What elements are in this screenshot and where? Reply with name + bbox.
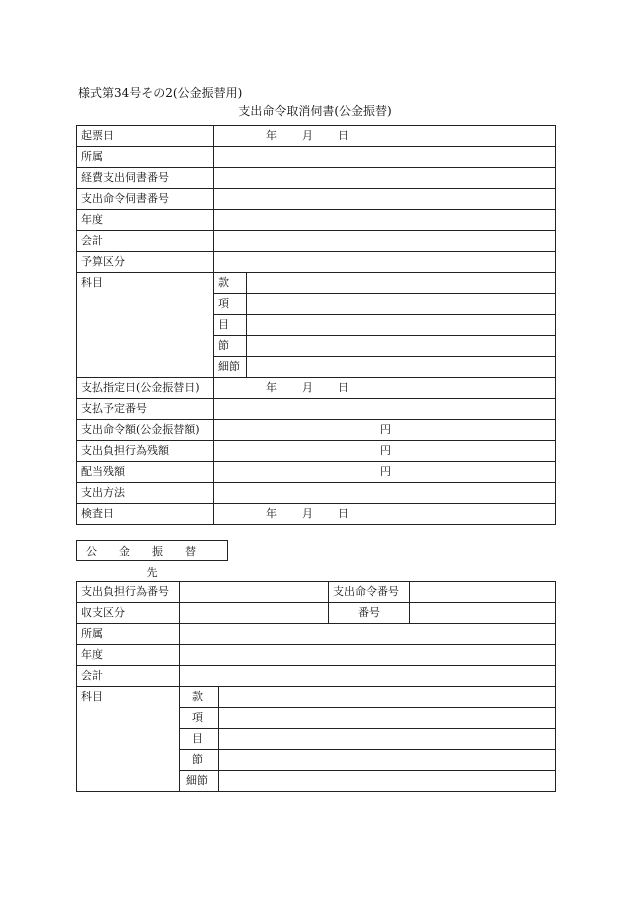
label-kensa: 検査日	[77, 504, 214, 525]
saisetsu-field[interactable]	[247, 357, 556, 378]
table-row	[77, 378, 556, 399]
year-unit: 年	[266, 129, 277, 142]
year-unit: 年	[266, 381, 277, 394]
label-keihi-no: 経費支出伺書番号	[77, 168, 214, 189]
table-row	[77, 231, 556, 252]
table-row	[77, 483, 556, 504]
kan-field[interactable]	[247, 273, 556, 294]
hoho-field[interactable]	[214, 483, 556, 504]
day-unit: 日	[338, 507, 349, 520]
label-kan: 款	[214, 273, 247, 294]
table-row	[77, 147, 556, 168]
cancellation-table	[76, 125, 556, 525]
shushi-field[interactable]	[180, 603, 329, 624]
label-meirei-no: 支出命令伺書番号	[77, 189, 214, 210]
label-kamoku: 科目	[77, 273, 214, 378]
table-row	[77, 666, 556, 687]
label-hoho: 支出方法	[77, 483, 214, 504]
yosan-field[interactable]	[214, 252, 556, 273]
label-moku2: 目	[180, 729, 219, 750]
label-kamoku2: 科目	[77, 687, 180, 792]
label-moku: 目	[214, 315, 247, 336]
label-nendo: 年度	[77, 210, 214, 231]
table-row	[77, 504, 556, 525]
moku2-field[interactable]	[219, 729, 556, 750]
day-unit: 日	[338, 381, 349, 394]
table-row	[77, 603, 556, 624]
nendo-field[interactable]	[214, 210, 556, 231]
label-haito-zan: 配当残額	[77, 462, 214, 483]
label-saisetsu2: 細節	[180, 771, 219, 792]
table-row	[77, 273, 556, 294]
table-row	[77, 462, 556, 483]
label-shozoku: 所属	[77, 147, 214, 168]
section-label: 公金振替先	[86, 545, 218, 579]
kan2-field[interactable]	[219, 687, 556, 708]
label-kiden: 起票日	[77, 126, 214, 147]
label-shushi: 収支区分	[77, 603, 180, 624]
label-meirei-no2: 支出命令番号	[329, 582, 410, 603]
label-shozoku2: 所属	[77, 624, 180, 645]
transfer-target-table	[76, 581, 556, 792]
kaikei-field[interactable]	[214, 231, 556, 252]
meirei-no2-field[interactable]	[410, 582, 556, 603]
label-futan-no: 支出負担行為番号	[77, 582, 180, 603]
kou-field[interactable]	[247, 294, 556, 315]
table-row	[77, 420, 556, 441]
label-nendo2: 年度	[77, 645, 180, 666]
shiharai-yotei-field[interactable]	[214, 399, 556, 420]
table-row	[77, 441, 556, 462]
table-row	[77, 168, 556, 189]
label-setsu2: 節	[180, 750, 219, 771]
setsu-field[interactable]	[247, 336, 556, 357]
table-row	[77, 252, 556, 273]
label-setsu: 節	[214, 336, 247, 357]
kensa-date-field[interactable]	[214, 504, 556, 525]
label-shiharai-shitei: 支払指定日(公金振替日)	[77, 378, 214, 399]
table-row	[77, 189, 556, 210]
label-futan-zan: 支出負担行為残額	[77, 441, 214, 462]
day-unit: 日	[338, 129, 349, 142]
page-title: 支出命令取消伺書(公金振替)	[238, 104, 392, 118]
label-kan2: 款	[180, 687, 219, 708]
kou2-field[interactable]	[219, 708, 556, 729]
table-row	[77, 210, 556, 231]
table-row	[77, 624, 556, 645]
table-row	[77, 582, 556, 603]
yen-unit: 円	[380, 465, 391, 478]
futan-no-field[interactable]	[180, 582, 329, 603]
section-label-box	[76, 540, 228, 579]
month-unit: 月	[302, 507, 313, 520]
table-row	[77, 399, 556, 420]
kiden-date-field[interactable]	[214, 126, 556, 147]
table-row	[77, 687, 556, 708]
form-number: 様式第34号その2(公金振替用)	[78, 86, 243, 100]
keihi-no-field[interactable]	[214, 168, 556, 189]
label-kaikei: 会計	[77, 231, 214, 252]
meirei-gaku-field[interactable]	[214, 420, 556, 441]
moku-field[interactable]	[247, 315, 556, 336]
label-meirei-gaku: 支出命令額(公金振替額)	[77, 420, 214, 441]
saisetsu2-field[interactable]	[219, 771, 556, 792]
label-saisetsu: 細節	[214, 357, 247, 378]
label-shiharai-yotei: 支払予定番号	[77, 399, 214, 420]
nendo2-field[interactable]	[180, 645, 556, 666]
label-kou2: 項	[180, 708, 219, 729]
futan-zan-field[interactable]	[214, 441, 556, 462]
year-unit: 年	[266, 507, 277, 520]
shiharai-date-field[interactable]	[214, 378, 556, 399]
haito-zan-field[interactable]	[214, 462, 556, 483]
kaikei2-field[interactable]	[180, 666, 556, 687]
month-unit: 月	[302, 129, 313, 142]
label-bango: 番号	[329, 603, 410, 624]
meirei-no-field[interactable]	[214, 189, 556, 210]
table-row	[77, 645, 556, 666]
shozoku-field[interactable]	[214, 147, 556, 168]
label-kou: 項	[214, 294, 247, 315]
month-unit: 月	[302, 381, 313, 394]
yen-unit: 円	[380, 423, 391, 436]
table-row	[77, 126, 556, 147]
shozoku2-field[interactable]	[180, 624, 556, 645]
bango-field[interactable]	[410, 603, 556, 624]
yen-unit: 円	[380, 444, 391, 457]
label-yosan: 予算区分	[77, 252, 214, 273]
setsu2-field[interactable]	[219, 750, 556, 771]
label-kaikei2: 会計	[77, 666, 180, 687]
